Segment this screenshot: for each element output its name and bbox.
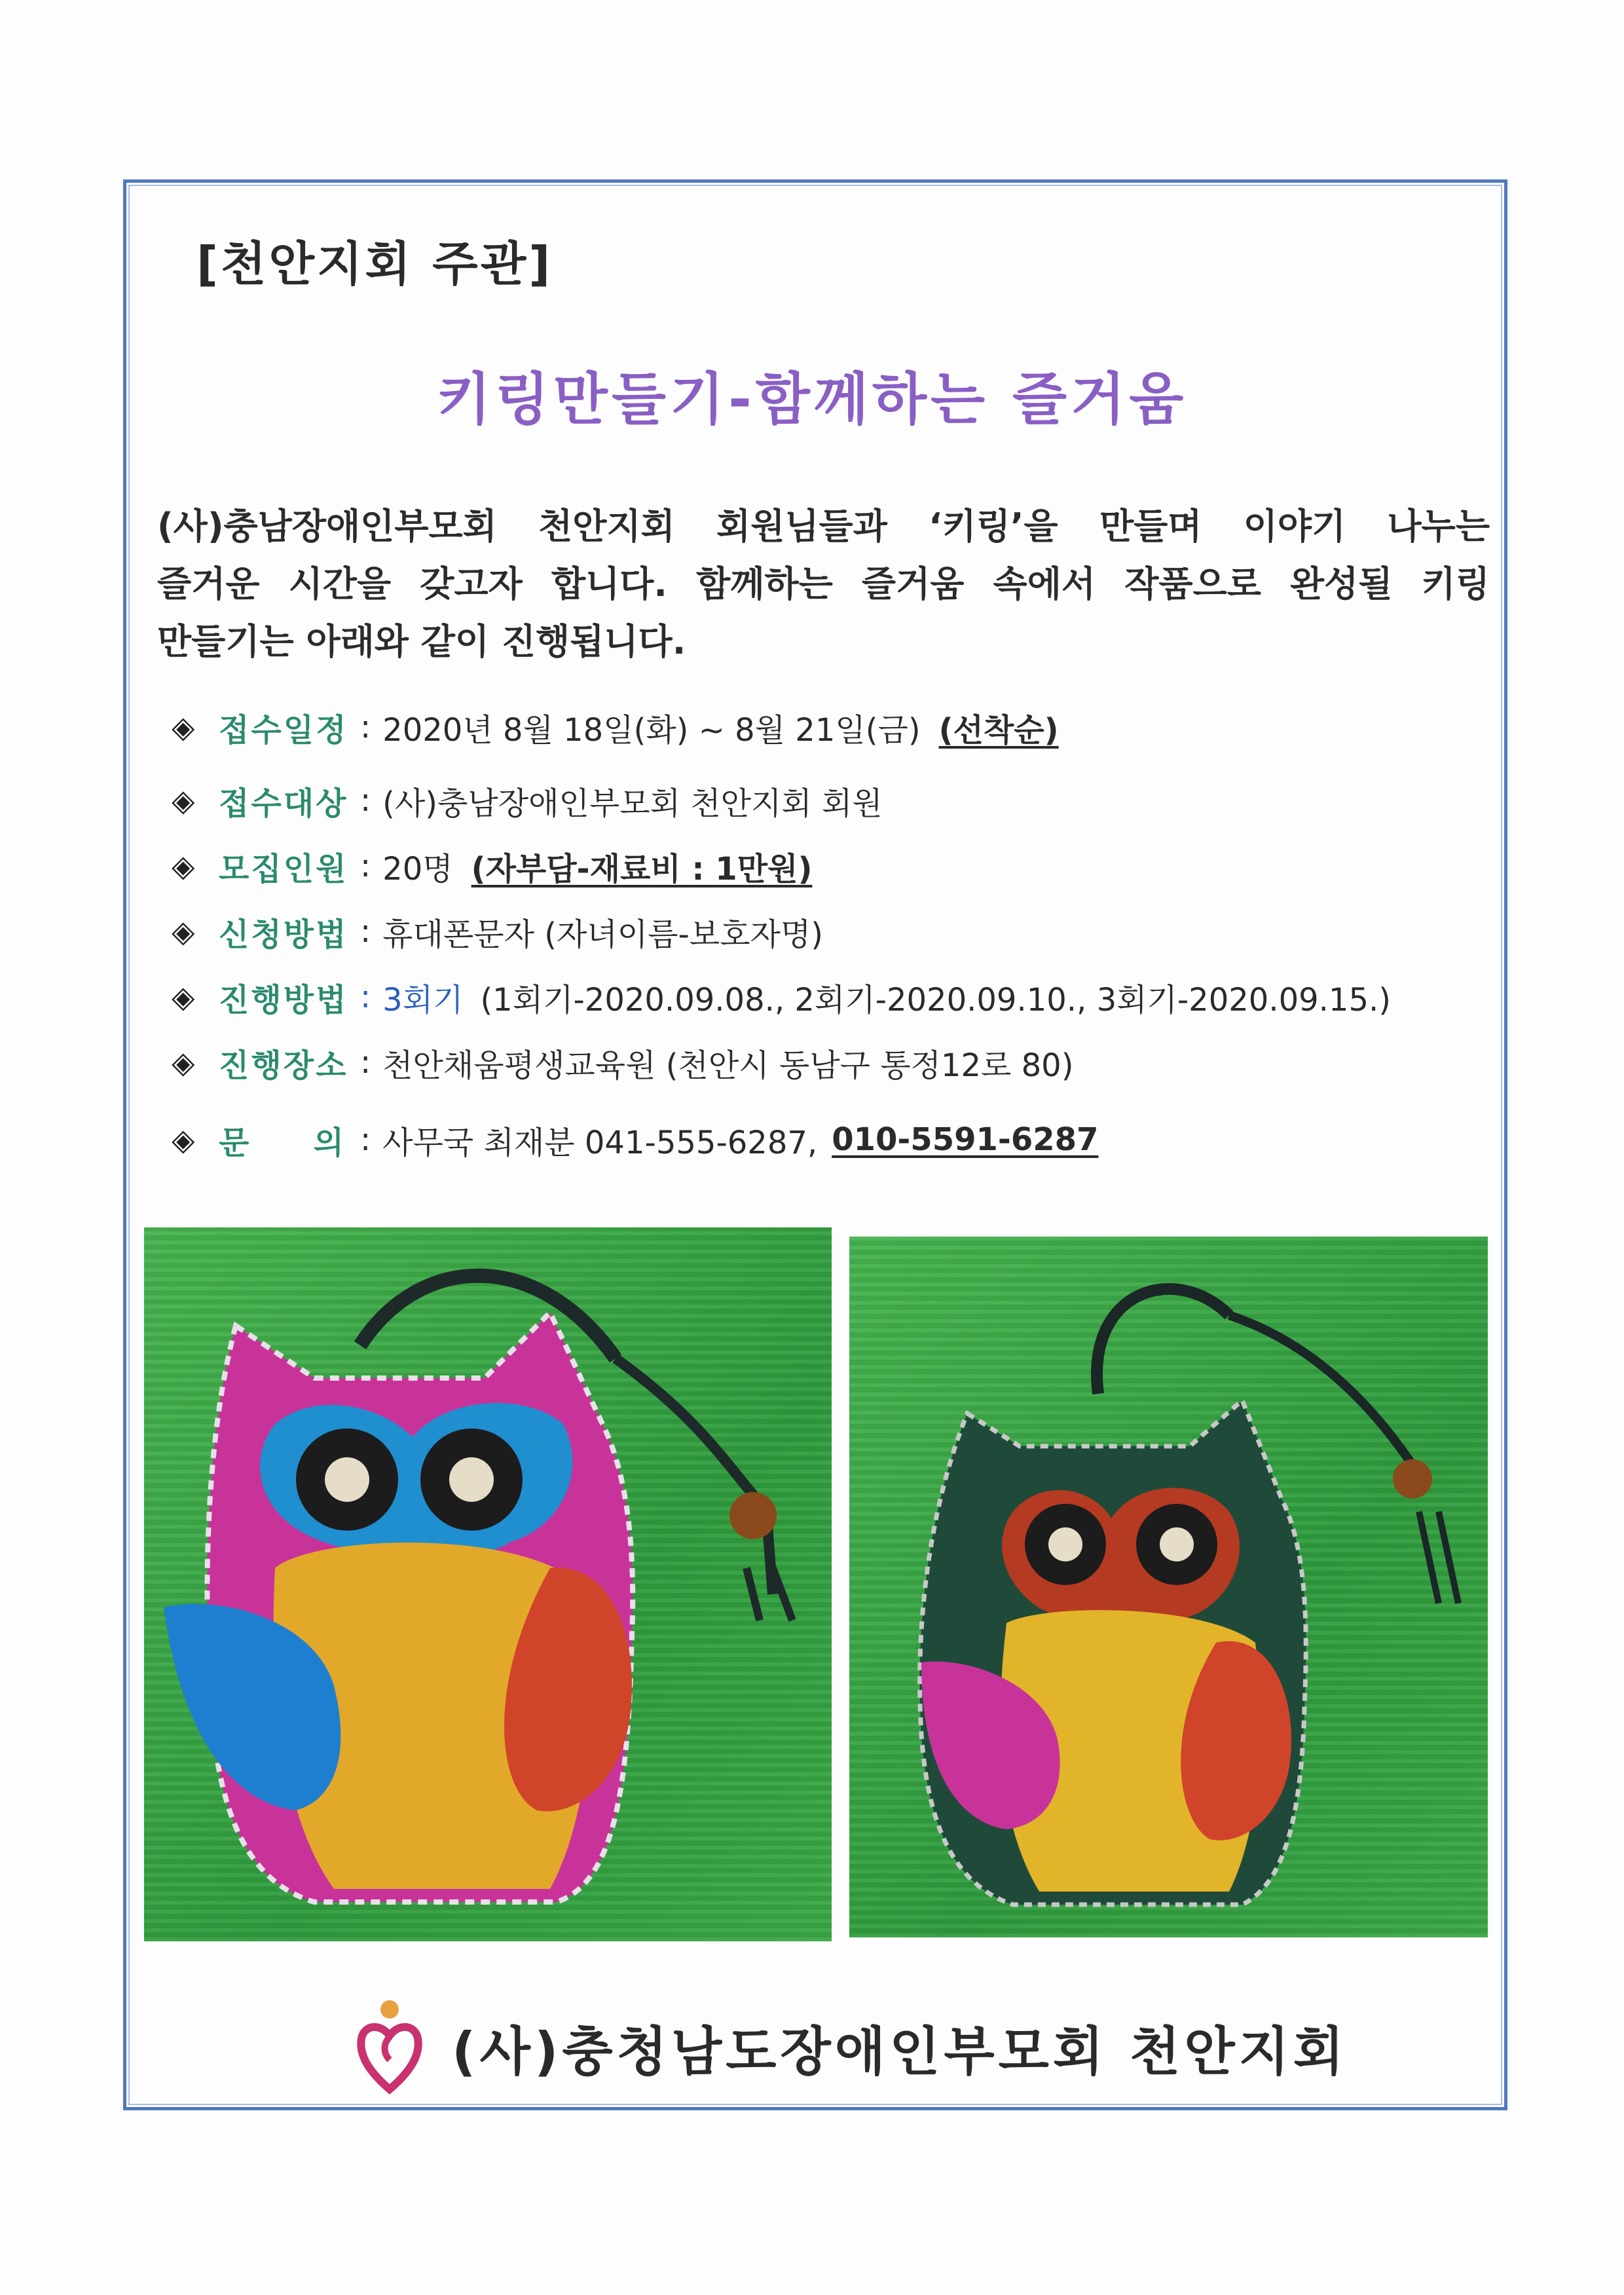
info-row-schedule <box>172 704 1059 750</box>
info-value: (1회기-2020.09.08., 2회기-2020.09.10., 3회기-2020.09.15.) <box>480 981 1391 1018</box>
info-row-recruit <box>172 843 812 889</box>
info-session-count: 3회기 <box>382 981 464 1018</box>
info-label: 진행장소 <box>219 1047 348 1084</box>
host-line: [천안지회 주관] <box>196 236 553 291</box>
info-colon: : <box>360 1121 371 1158</box>
footer-organization <box>354 2011 1348 2083</box>
diamond-bullet-icon: ◈ <box>172 914 195 949</box>
intro-line-2: 즐거운 시간을 갖고자 합니다. 함께하는 즐거움 속에서 작품으로 완성될 키링 <box>157 563 1490 605</box>
info-value: (사)충남장애인부모회 천안지회 회원 <box>382 785 883 822</box>
diamond-bullet-icon: ◈ <box>172 979 195 1015</box>
info-label: 모집인원 <box>219 850 348 887</box>
info-value: 사무국 최재분 041-555-6287, <box>382 1124 818 1161</box>
info-label-part: 의 <box>313 1124 346 1161</box>
info-row-contact <box>172 1117 1098 1163</box>
owl-keyring-pink-illustration <box>144 1227 832 1941</box>
organization-name: (사)충청남도장애인부모회 천안지회 <box>452 2021 1348 2082</box>
info-value: 2020년 8월 18일(화) ~ 8월 21일(금) <box>382 711 921 749</box>
intro-line-3: 만들기는 아래와 같이 진행됩니다. <box>157 621 686 662</box>
owl-keyring-dark-illustration <box>849 1237 1488 1937</box>
info-colon: : <box>360 1044 371 1081</box>
owl-keyring-photo-dark <box>849 1237 1488 1937</box>
info-colon: : <box>360 913 371 950</box>
info-label <box>219 1117 346 1163</box>
diamond-bullet-icon: ◈ <box>172 848 195 884</box>
diamond-bullet-icon: ◈ <box>172 1045 195 1080</box>
info-label: 신청방법 <box>219 916 348 953</box>
info-row-apply <box>172 908 823 954</box>
intro-paragraph <box>157 498 1490 671</box>
info-label-part: 문 <box>219 1124 251 1161</box>
diamond-bullet-icon: ◈ <box>172 709 195 745</box>
intro-line-1: (사)충남장애인부모회 천안지회 회원님들과 ‘키링’을 만들며 이야기 나누는 <box>157 506 1490 547</box>
info-colon: : <box>360 979 371 1015</box>
info-colon: : <box>360 848 371 884</box>
info-colon: : <box>360 709 371 745</box>
diamond-bullet-icon: ◈ <box>172 1122 195 1157</box>
info-label: 진행방법 <box>219 981 348 1018</box>
info-label: 접수대상 <box>219 785 348 822</box>
info-row-method <box>172 974 1391 1020</box>
info-value: 천안채움평생교육원 (천안시 동남구 통정12로 80) <box>382 1047 1074 1084</box>
info-value: 휴대폰문자 (자녀이름-보호자명) <box>382 916 823 953</box>
info-row-place <box>172 1039 1073 1085</box>
page-title: 키링만들기-함께하는 즐거움 <box>436 367 1188 432</box>
info-label: 접수일정 <box>219 711 348 749</box>
diamond-bullet-icon: ◈ <box>172 783 195 818</box>
organization-logo-icon <box>354 1998 426 2096</box>
info-note: (자부담-재료비 : 1만원) <box>471 850 813 887</box>
info-note: (선착순) <box>938 711 1059 749</box>
info-row-target <box>172 777 883 823</box>
info-value: 20명 <box>382 850 453 887</box>
owl-keyring-photo-pink <box>144 1227 832 1941</box>
info-colon: : <box>360 782 371 819</box>
info-mobile: 010-5591-6287 <box>832 1121 1099 1158</box>
